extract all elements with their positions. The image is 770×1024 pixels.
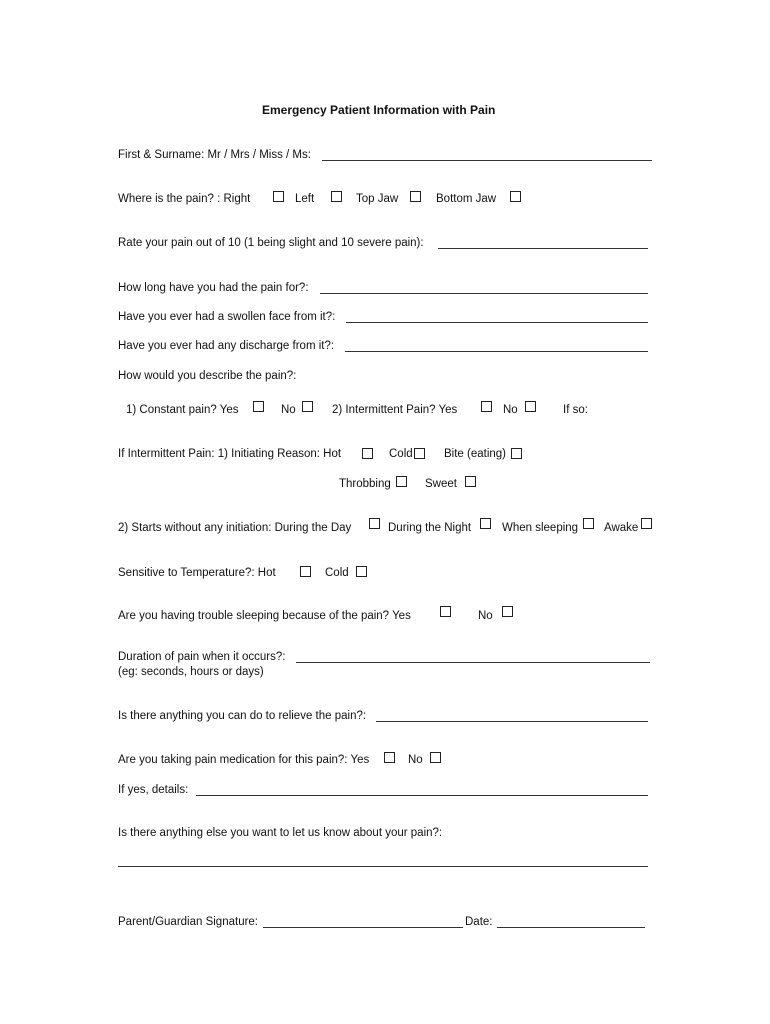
how-long-label: How long have you had the pain for?: [118,282,309,294]
relieve-label: Is there anything you can do to relieve the pain?: [118,710,367,722]
right-checkbox[interactable] [273,191,284,202]
throbbing-checkbox[interactable] [396,476,407,487]
constant-pain-label: 1) Constant pain? Yes [126,404,239,416]
when-sleeping-checkbox[interactable] [583,518,594,529]
constant-no-label: No [281,404,296,416]
sensitive-hot-checkbox[interactable] [300,566,311,577]
constant-no-checkbox[interactable] [302,401,313,412]
trouble-sleeping-yes-checkbox[interactable] [440,606,451,617]
during-night-label: During the Night [388,522,472,534]
cold-checkbox[interactable] [414,448,425,459]
name-field[interactable] [322,160,652,161]
page-title: Emergency Patient Information with Pain [262,103,496,117]
medication-label: Are you taking pain medication for this pain?: Yes [118,754,370,766]
pain-rating-field[interactable] [438,248,648,249]
bottom-jaw-label: Bottom Jaw [436,193,497,205]
swollen-label: Have you ever had a swollen face from it?: [118,311,336,323]
intermittent-no-label: No [503,404,518,416]
sensitive-cold-checkbox[interactable] [356,566,367,577]
relieve-field[interactable] [376,721,648,722]
bite-checkbox[interactable] [511,448,522,459]
hot-checkbox[interactable] [362,448,373,459]
initiating-reason-label: If Intermittent Pain: 1) Initiating Reason: Hot [118,448,342,460]
when-sleeping-label: When sleeping [502,522,579,534]
trouble-sleeping-label: Are you having trouble sleeping because of the pain? Yes [118,610,411,622]
top-jaw-label: Top Jaw [356,193,399,205]
cold-label: Cold [389,448,413,460]
medication-yes-checkbox[interactable] [384,752,395,763]
constant-yes-checkbox[interactable] [253,401,264,412]
describe-label: How would you describe the pain?: [118,370,297,382]
anything-else-field[interactable] [118,866,648,867]
signature-field[interactable] [263,927,463,928]
duration-field[interactable] [296,662,650,663]
medication-no-label: No [408,754,423,766]
intermittent-no-checkbox[interactable] [525,401,536,412]
top-jaw-checkbox[interactable] [410,191,421,202]
details-field[interactable] [196,795,648,796]
sensitive-label: Sensitive to Temperature?: Hot [118,567,276,579]
if-so-label: If so: [563,404,588,416]
bottom-jaw-checkbox[interactable] [510,191,521,202]
trouble-sleeping-no-checkbox[interactable] [502,606,513,617]
discharge-label: Have you ever had any discharge from it?: [118,340,335,352]
medication-no-checkbox[interactable] [430,752,441,763]
pain-rating-label: Rate your pain out of 10 (1 being slight and 10 severe pain): [118,237,424,249]
sensitive-cold-label: Cold [325,567,349,579]
intermittent-pain-label: 2) Intermittent Pain? Yes [332,404,458,416]
swollen-field[interactable] [346,322,648,323]
trouble-sleeping-no-label: No [478,610,493,622]
how-long-field[interactable] [320,293,648,294]
throbbing-label: Throbbing [339,478,391,490]
duration-hint: (eg: seconds, hours or days) [118,666,264,678]
sweet-checkbox[interactable] [465,476,476,487]
discharge-field[interactable] [345,351,648,352]
sweet-label: Sweet [425,478,457,490]
details-label: If yes, details: [118,784,189,796]
duration-label: Duration of pain when it occurs?: [118,651,286,663]
anything-else-label: Is there anything else you want to let us know about your pain?: [118,827,443,839]
during-night-checkbox[interactable] [480,518,491,529]
signature-label: Parent/Guardian Signature: [118,916,259,928]
left-label: Left [295,193,315,205]
starts-label: 2) Starts without any initiation: During the Day [118,522,352,534]
bite-label: Bite (eating) [444,448,507,460]
intermittent-yes-checkbox[interactable] [481,401,492,412]
pain-location-label: Where is the pain? : Right [118,193,251,205]
date-label: Date: [465,916,493,928]
awake-checkbox[interactable] [641,518,652,529]
date-field[interactable] [497,927,645,928]
awake-label: Awake [604,522,639,534]
during-day-checkbox[interactable] [369,518,380,529]
left-checkbox[interactable] [331,191,342,202]
name-label: First & Surname: Mr / Mrs / Miss / Ms: [118,149,311,161]
